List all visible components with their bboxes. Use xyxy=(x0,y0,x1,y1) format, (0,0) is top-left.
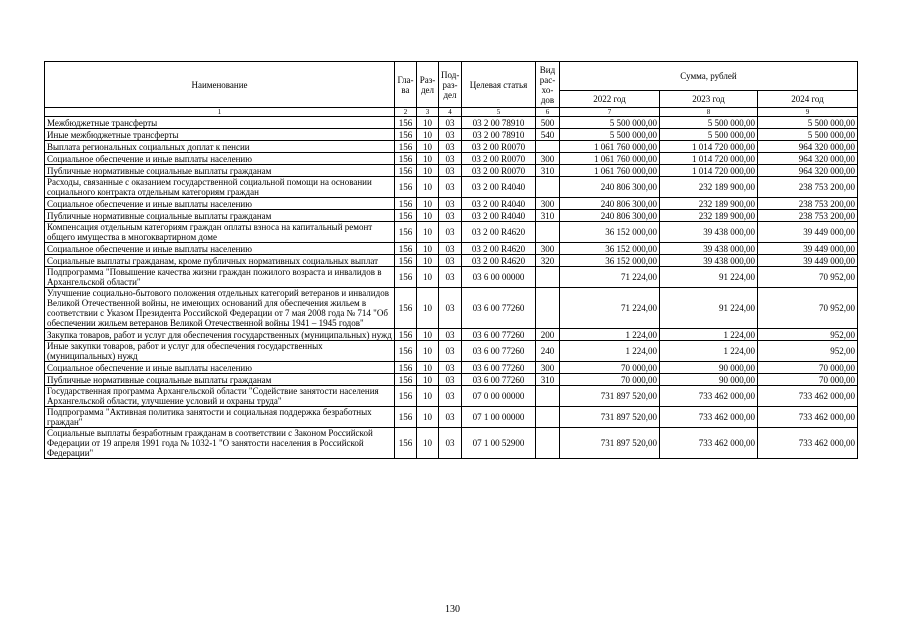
cell-name: Публичные нормативные социальные выплаты гражданам xyxy=(45,210,395,222)
cell-sum-2023: 733 462 000,00 xyxy=(660,428,758,459)
header-target: Целевая статья xyxy=(462,62,536,108)
cell-name: Публичные нормативные социальные выплаты гражданам xyxy=(45,374,395,386)
cell-sum-2024: 952,00 xyxy=(758,329,858,341)
header-subsection: Под-раз-дел xyxy=(439,62,462,108)
header-kind: Вид рас-хо-дов xyxy=(536,62,560,108)
cell-kind: 300 xyxy=(536,198,560,210)
cell-sum-2024: 733 462 000,00 xyxy=(758,386,858,407)
cell-chapter: 156 xyxy=(395,243,417,255)
cell-name: Социальные выплаты гражданам, кроме публичных нормативных социальных выплат xyxy=(45,255,395,267)
cell-subsection: 03 xyxy=(439,153,462,165)
cell-section: 10 xyxy=(417,288,439,329)
table-row xyxy=(45,141,858,153)
header-chapter: Гла-ва xyxy=(395,62,417,108)
cell-subsection: 03 xyxy=(439,288,462,329)
cell-name: Подпрограмма "Активная политика занятости и социальная поддержка безработных граждан" xyxy=(45,407,395,428)
cell-sum-2024: 70 952,00 xyxy=(758,288,858,329)
cell-target: 03 2 00 78910 xyxy=(462,129,536,141)
cell-subsection: 03 xyxy=(439,243,462,255)
cell-kind: 300 xyxy=(536,153,560,165)
column-number: 8 xyxy=(660,108,758,117)
cell-name: Компенсация отдельным категориям граждан оплаты взноса на капитальный ремонт общего имущества в многоквартирном доме xyxy=(45,222,395,243)
cell-sum-2022: 70 000,00 xyxy=(560,362,660,374)
header-section: Раз-дел xyxy=(417,62,439,108)
cell-subsection: 03 xyxy=(439,222,462,243)
column-number: 7 xyxy=(560,108,660,117)
cell-chapter: 156 xyxy=(395,329,417,341)
cell-section: 10 xyxy=(417,267,439,288)
cell-target: 03 2 00 R4620 xyxy=(462,243,536,255)
cell-kind xyxy=(536,288,560,329)
cell-sum-2024: 238 753 200,00 xyxy=(758,198,858,210)
cell-sum-2023: 90 000,00 xyxy=(660,374,758,386)
cell-kind: 300 xyxy=(536,362,560,374)
cell-name: Расходы, связанные с оказанием государственной социальной помощи на основании социального контракта отдельным категориям граждан xyxy=(45,177,395,198)
table-row xyxy=(45,407,858,428)
cell-section: 10 xyxy=(417,329,439,341)
table-row xyxy=(45,129,858,141)
column-number: 5 xyxy=(462,108,536,117)
column-number: 6 xyxy=(536,108,560,117)
cell-chapter: 156 xyxy=(395,407,417,428)
cell-target: 03 2 00 R4040 xyxy=(462,210,536,222)
cell-kind: 300 xyxy=(536,243,560,255)
cell-sum-2022: 731 897 520,00 xyxy=(560,386,660,407)
cell-sum-2022: 1 061 760 000,00 xyxy=(560,141,660,153)
cell-target: 03 6 00 00000 xyxy=(462,267,536,288)
column-numbers-row xyxy=(45,108,858,117)
cell-sum-2022: 71 224,00 xyxy=(560,267,660,288)
cell-target: 03 2 00 78910 xyxy=(462,117,536,129)
cell-section: 10 xyxy=(417,374,439,386)
cell-sum-2022: 1 224,00 xyxy=(560,329,660,341)
cell-kind: 310 xyxy=(536,165,560,177)
cell-sum-2024: 238 753 200,00 xyxy=(758,177,858,198)
budget-table-sheet xyxy=(44,61,857,459)
cell-subsection: 03 xyxy=(439,255,462,267)
cell-subsection: 03 xyxy=(439,267,462,288)
cell-kind: 540 xyxy=(536,129,560,141)
cell-sum-2023: 232 189 900,00 xyxy=(660,177,758,198)
cell-section: 10 xyxy=(417,386,439,407)
cell-sum-2022: 36 152 000,00 xyxy=(560,222,660,243)
cell-target: 03 2 00 R4040 xyxy=(462,177,536,198)
cell-name: Социальное обеспечение и иные выплаты населению xyxy=(45,362,395,374)
cell-section: 10 xyxy=(417,177,439,198)
cell-chapter: 156 xyxy=(395,141,417,153)
cell-sum-2024: 964 320 000,00 xyxy=(758,141,858,153)
cell-sum-2023: 5 500 000,00 xyxy=(660,117,758,129)
cell-chapter: 156 xyxy=(395,428,417,459)
cell-name: Выплата региональных социальных доплат к пенсии xyxy=(45,141,395,153)
cell-kind: 240 xyxy=(536,341,560,362)
cell-kind: 310 xyxy=(536,210,560,222)
cell-sum-2022: 731 897 520,00 xyxy=(560,407,660,428)
cell-sum-2024: 70 952,00 xyxy=(758,267,858,288)
cell-name: Публичные нормативные социальные выплаты гражданам xyxy=(45,165,395,177)
cell-sum-2023: 733 462 000,00 xyxy=(660,386,758,407)
cell-sum-2022: 70 000,00 xyxy=(560,374,660,386)
cell-name: Государственная программа Архангельской области "Содействие занятости населения Архангельской области, улучшение условий и охраны труда" xyxy=(45,386,395,407)
header-name: Наименование xyxy=(45,62,395,108)
cell-name: Социальные выплаты безработным гражданам в соответствии с Законом Российской Федерации от 19 апреля 1991 года № 1032-1 "О занятости населения в Российской Федерации" xyxy=(45,428,395,459)
cell-subsection: 03 xyxy=(439,198,462,210)
cell-sum-2024: 39 449 000,00 xyxy=(758,255,858,267)
table-row xyxy=(45,177,858,198)
table-row xyxy=(45,428,858,459)
cell-chapter: 156 xyxy=(395,153,417,165)
cell-chapter: 156 xyxy=(395,288,417,329)
table-row xyxy=(45,198,858,210)
cell-name: Улучшение социально-бытового положения отдельных категорий ветеранов и инвалидов Великой Отечественной войны, не имеющих оснований для обеспечения жильем в соответствии с Указом Президента Российской Федерации от 7 мая 2008 года № 714 "Об обеспечении жильем ветеранов Великой Отечественной войны 1941 – 1945 годов" xyxy=(45,288,395,329)
cell-sum-2022: 1 061 760 000,00 xyxy=(560,153,660,165)
table-row xyxy=(45,243,858,255)
cell-subsection: 03 xyxy=(439,129,462,141)
cell-chapter: 156 xyxy=(395,267,417,288)
cell-chapter: 156 xyxy=(395,222,417,243)
cell-sum-2024: 70 000,00 xyxy=(758,362,858,374)
header-row xyxy=(45,62,858,91)
cell-name: Социальное обеспечение и иные выплаты населению xyxy=(45,153,395,165)
cell-section: 10 xyxy=(417,428,439,459)
cell-target: 07 0 00 00000 xyxy=(462,386,536,407)
table-row xyxy=(45,362,858,374)
cell-target: 03 6 00 77260 xyxy=(462,341,536,362)
cell-sum-2022: 71 224,00 xyxy=(560,288,660,329)
table-row xyxy=(45,386,858,407)
cell-sum-2023: 91 224,00 xyxy=(660,267,758,288)
cell-section: 10 xyxy=(417,165,439,177)
cell-name: Социальное обеспечение и иные выплаты населению xyxy=(45,243,395,255)
cell-subsection: 03 xyxy=(439,341,462,362)
cell-sum-2023: 1 014 720 000,00 xyxy=(660,153,758,165)
cell-kind xyxy=(536,141,560,153)
cell-subsection: 03 xyxy=(439,141,462,153)
cell-target: 03 6 00 77260 xyxy=(462,374,536,386)
cell-target: 03 2 00 R4040 xyxy=(462,198,536,210)
cell-chapter: 156 xyxy=(395,374,417,386)
cell-kind xyxy=(536,428,560,459)
table-body xyxy=(45,117,858,459)
cell-chapter: 156 xyxy=(395,341,417,362)
cell-section: 10 xyxy=(417,222,439,243)
cell-section: 10 xyxy=(417,407,439,428)
cell-sum-2024: 39 449 000,00 xyxy=(758,243,858,255)
cell-target: 03 2 00 R0070 xyxy=(462,141,536,153)
cell-subsection: 03 xyxy=(439,386,462,407)
cell-sum-2023: 1 224,00 xyxy=(660,341,758,362)
cell-section: 10 xyxy=(417,362,439,374)
cell-sum-2024: 238 753 200,00 xyxy=(758,210,858,222)
cell-sum-2023: 5 500 000,00 xyxy=(660,129,758,141)
header-sum: Сумма, рублей xyxy=(560,62,858,91)
cell-subsection: 03 xyxy=(439,329,462,341)
cell-chapter: 156 xyxy=(395,386,417,407)
cell-chapter: 156 xyxy=(395,165,417,177)
cell-target: 03 2 00 R4620 xyxy=(462,255,536,267)
cell-section: 10 xyxy=(417,198,439,210)
cell-target: 07 1 00 52900 xyxy=(462,428,536,459)
cell-sum-2022: 5 500 000,00 xyxy=(560,117,660,129)
cell-sum-2023: 91 224,00 xyxy=(660,288,758,329)
cell-sum-2023: 90 000,00 xyxy=(660,362,758,374)
cell-sum-2023: 39 438 000,00 xyxy=(660,255,758,267)
cell-subsection: 03 xyxy=(439,428,462,459)
cell-section: 10 xyxy=(417,153,439,165)
cell-target: 03 2 00 R4620 xyxy=(462,222,536,243)
cell-sum-2024: 964 320 000,00 xyxy=(758,165,858,177)
table-row xyxy=(45,210,858,222)
cell-section: 10 xyxy=(417,243,439,255)
cell-target: 03 2 00 R0070 xyxy=(462,165,536,177)
header-year-2024: 2024 год xyxy=(758,91,858,108)
cell-sum-2023: 232 189 900,00 xyxy=(660,198,758,210)
cell-chapter: 156 xyxy=(395,210,417,222)
column-number: 9 xyxy=(758,108,858,117)
cell-sum-2023: 232 189 900,00 xyxy=(660,210,758,222)
cell-subsection: 03 xyxy=(439,165,462,177)
cell-sum-2024: 5 500 000,00 xyxy=(758,129,858,141)
cell-kind: 320 xyxy=(536,255,560,267)
cell-sum-2023: 1 014 720 000,00 xyxy=(660,165,758,177)
cell-name: Иные закупки товаров, работ и услуг для обеспечения государственных (муниципальных) нужд xyxy=(45,341,395,362)
cell-sum-2022: 1 224,00 xyxy=(560,341,660,362)
cell-section: 10 xyxy=(417,117,439,129)
cell-sum-2024: 5 500 000,00 xyxy=(758,117,858,129)
cell-target: 03 6 00 77260 xyxy=(462,362,536,374)
page-number: 130 xyxy=(445,604,460,615)
table-row xyxy=(45,341,858,362)
column-number: 3 xyxy=(417,108,439,117)
header-year-2023: 2023 год xyxy=(660,91,758,108)
cell-section: 10 xyxy=(417,141,439,153)
table-row xyxy=(45,288,858,329)
cell-sum-2023: 39 438 000,00 xyxy=(660,222,758,243)
cell-sum-2022: 240 806 300,00 xyxy=(560,210,660,222)
cell-target: 07 1 00 00000 xyxy=(462,407,536,428)
cell-name: Социальное обеспечение и иные выплаты населению xyxy=(45,198,395,210)
cell-target: 03 2 00 R0070 xyxy=(462,153,536,165)
cell-chapter: 156 xyxy=(395,177,417,198)
column-number: 1 xyxy=(45,108,395,117)
cell-chapter: 156 xyxy=(395,198,417,210)
cell-chapter: 156 xyxy=(395,129,417,141)
cell-chapter: 156 xyxy=(395,362,417,374)
cell-kind xyxy=(536,267,560,288)
cell-name: Межбюджетные трансферты xyxy=(45,117,395,129)
cell-sum-2022: 240 806 300,00 xyxy=(560,177,660,198)
cell-sum-2023: 1 224,00 xyxy=(660,329,758,341)
table-row xyxy=(45,222,858,243)
cell-section: 10 xyxy=(417,210,439,222)
cell-kind: 310 xyxy=(536,374,560,386)
table-row xyxy=(45,255,858,267)
table-row xyxy=(45,117,858,129)
table-row xyxy=(45,153,858,165)
cell-kind xyxy=(536,407,560,428)
cell-kind xyxy=(536,177,560,198)
cell-name: Подпрограмма "Повышение качества жизни граждан пожилого возраста и инвалидов в Архангельской области" xyxy=(45,267,395,288)
cell-sum-2022: 240 806 300,00 xyxy=(560,198,660,210)
cell-name: Закупка товаров, работ и услуг для обеспечения государственных (муниципальных) нужд xyxy=(45,329,395,341)
cell-sum-2023: 1 014 720 000,00 xyxy=(660,141,758,153)
cell-kind: 500 xyxy=(536,117,560,129)
cell-sum-2022: 5 500 000,00 xyxy=(560,129,660,141)
cell-target: 03 6 00 77260 xyxy=(462,288,536,329)
header-year-2022: 2022 год xyxy=(560,91,660,108)
cell-subsection: 03 xyxy=(439,210,462,222)
table-row xyxy=(45,165,858,177)
cell-sum-2022: 36 152 000,00 xyxy=(560,255,660,267)
cell-section: 10 xyxy=(417,341,439,362)
cell-section: 10 xyxy=(417,255,439,267)
cell-sum-2023: 39 438 000,00 xyxy=(660,243,758,255)
cell-chapter: 156 xyxy=(395,255,417,267)
cell-subsection: 03 xyxy=(439,117,462,129)
cell-subsection: 03 xyxy=(439,374,462,386)
budget-table xyxy=(44,61,858,459)
cell-sum-2022: 1 061 760 000,00 xyxy=(560,165,660,177)
table-row xyxy=(45,329,858,341)
cell-sum-2024: 39 449 000,00 xyxy=(758,222,858,243)
cell-kind xyxy=(536,386,560,407)
cell-sum-2022: 731 897 520,00 xyxy=(560,428,660,459)
cell-sum-2024: 733 462 000,00 xyxy=(758,428,858,459)
cell-sum-2024: 733 462 000,00 xyxy=(758,407,858,428)
cell-sum-2024: 70 000,00 xyxy=(758,374,858,386)
column-number: 4 xyxy=(439,108,462,117)
cell-sum-2024: 952,00 xyxy=(758,341,858,362)
cell-section: 10 xyxy=(417,129,439,141)
cell-subsection: 03 xyxy=(439,407,462,428)
table-row xyxy=(45,374,858,386)
cell-subsection: 03 xyxy=(439,177,462,198)
cell-target: 03 6 00 77260 xyxy=(462,329,536,341)
cell-chapter: 156 xyxy=(395,117,417,129)
cell-kind: 200 xyxy=(536,329,560,341)
cell-sum-2024: 964 320 000,00 xyxy=(758,153,858,165)
column-number: 2 xyxy=(395,108,417,117)
table-row xyxy=(45,267,858,288)
cell-kind xyxy=(536,222,560,243)
cell-subsection: 03 xyxy=(439,362,462,374)
cell-sum-2023: 733 462 000,00 xyxy=(660,407,758,428)
cell-sum-2022: 36 152 000,00 xyxy=(560,243,660,255)
cell-name: Иные межбюджетные трансферты xyxy=(45,129,395,141)
